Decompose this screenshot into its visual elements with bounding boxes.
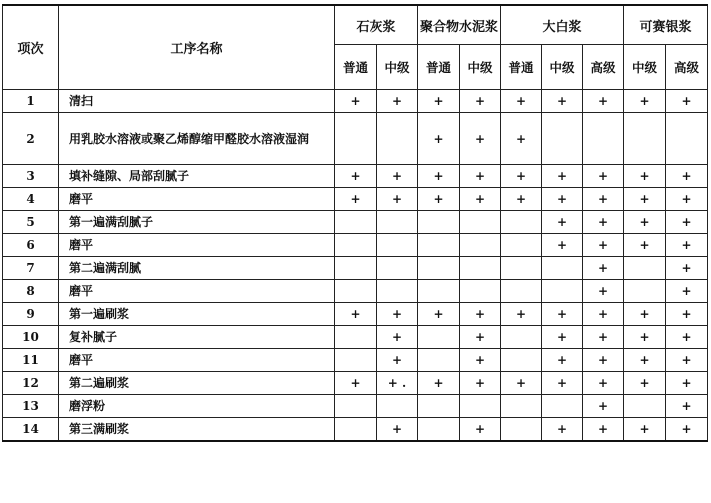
applicability-mark — [460, 257, 501, 280]
table-row — [3, 211, 708, 234]
applicability-mark: + — [418, 90, 460, 113]
applicability-mark — [501, 326, 542, 349]
applicability-mark — [501, 211, 542, 234]
applicability-mark — [501, 234, 542, 257]
applicability-mark: + — [583, 165, 624, 188]
applicability-mark — [501, 418, 542, 442]
applicability-mark: + — [666, 395, 708, 418]
row-number: 7 — [3, 257, 59, 280]
applicability-mark: + — [666, 257, 708, 280]
applicability-mark — [335, 234, 377, 257]
applicability-mark — [460, 234, 501, 257]
applicability-mark — [542, 280, 583, 303]
applicability-mark — [377, 113, 418, 165]
applicability-mark: + — [377, 90, 418, 113]
process-name: 第二遍满刮腻 — [59, 257, 335, 280]
row-number: 8 — [3, 280, 59, 303]
applicability-mark: + — [542, 211, 583, 234]
header-group-polymer-cement: 聚合物水泥浆 — [418, 5, 501, 45]
applicability-mark: + — [501, 303, 542, 326]
applicability-mark: + — [418, 303, 460, 326]
applicability-mark: + — [418, 165, 460, 188]
applicability-mark: + — [335, 90, 377, 113]
table-body — [3, 90, 708, 442]
table-row — [3, 280, 708, 303]
applicability-mark: + — [377, 165, 418, 188]
applicability-mark — [460, 211, 501, 234]
applicability-mark — [624, 113, 666, 165]
header-process-name: 工序名称 — [59, 5, 335, 90]
applicability-mark: + — [460, 303, 501, 326]
applicability-mark: + — [583, 395, 624, 418]
applicability-mark — [418, 234, 460, 257]
applicability-mark: + — [666, 188, 708, 211]
applicability-mark: + — [583, 372, 624, 395]
applicability-mark: + — [666, 303, 708, 326]
applicability-mark: + — [666, 326, 708, 349]
applicability-mark: + — [418, 113, 460, 165]
process-name: 磨平 — [59, 280, 335, 303]
applicability-mark: + — [335, 165, 377, 188]
row-number: 2 — [3, 113, 59, 165]
header-group-whiting: 大白浆 — [501, 5, 624, 45]
process-table — [2, 4, 708, 442]
applicability-mark: + — [542, 418, 583, 442]
applicability-mark: + — [501, 90, 542, 113]
table-row — [3, 395, 708, 418]
process-table-container — [2, 4, 708, 442]
applicability-mark: + — [377, 349, 418, 372]
applicability-mark: + — [542, 165, 583, 188]
applicability-mark: + — [624, 349, 666, 372]
applicability-mark — [418, 280, 460, 303]
applicability-mark: + — [583, 280, 624, 303]
applicability-mark: + — [460, 349, 501, 372]
applicability-mark — [624, 257, 666, 280]
applicability-mark: + — [460, 326, 501, 349]
applicability-mark — [501, 257, 542, 280]
applicability-mark — [542, 257, 583, 280]
subheader-grade: 普通 — [335, 45, 377, 90]
subheader-grade: 中级 — [460, 45, 501, 90]
row-number: 14 — [3, 418, 59, 442]
applicability-mark — [501, 280, 542, 303]
applicability-mark — [335, 326, 377, 349]
applicability-mark: + — [666, 349, 708, 372]
applicability-mark: + — [624, 90, 666, 113]
process-name: 第三满刷浆 — [59, 418, 335, 442]
applicability-mark: + — [542, 349, 583, 372]
applicability-mark: + — [501, 188, 542, 211]
applicability-mark: + — [666, 211, 708, 234]
applicability-mark: + — [583, 234, 624, 257]
applicability-mark — [418, 326, 460, 349]
table-row — [3, 418, 708, 442]
row-number: 4 — [3, 188, 59, 211]
applicability-mark: + — [583, 188, 624, 211]
applicability-mark: + — [583, 257, 624, 280]
applicability-mark: + — [418, 372, 460, 395]
applicability-mark — [377, 234, 418, 257]
applicability-mark — [418, 349, 460, 372]
subheader-grade: 中级 — [377, 45, 418, 90]
applicability-mark — [335, 395, 377, 418]
applicability-mark — [542, 395, 583, 418]
applicability-mark: + — [335, 188, 377, 211]
applicability-mark: + — [583, 90, 624, 113]
applicability-mark — [335, 418, 377, 442]
applicability-mark: + — [542, 188, 583, 211]
applicability-mark: + — [583, 211, 624, 234]
applicability-mark — [418, 395, 460, 418]
applicability-mark: + — [666, 90, 708, 113]
subheader-grade: 高级 — [666, 45, 708, 90]
applicability-mark — [583, 113, 624, 165]
applicability-mark: + — [377, 188, 418, 211]
applicability-mark: + — [666, 418, 708, 442]
subheader-grade: 中级 — [624, 45, 666, 90]
applicability-mark — [335, 349, 377, 372]
applicability-mark: + — [624, 326, 666, 349]
applicability-mark: + — [460, 418, 501, 442]
table-row — [3, 349, 708, 372]
applicability-mark — [335, 280, 377, 303]
applicability-mark: + — [460, 90, 501, 113]
process-name: 用乳胶水溶液或聚乙烯醇缩甲醛胶水溶液湿润 — [59, 113, 335, 165]
applicability-mark — [624, 280, 666, 303]
applicability-mark: + — [624, 188, 666, 211]
applicability-mark — [418, 211, 460, 234]
applicability-mark — [501, 349, 542, 372]
table-row — [3, 234, 708, 257]
header-group-casein: 可赛银浆 — [624, 5, 708, 45]
subheader-grade: 高级 — [583, 45, 624, 90]
applicability-mark: + — [542, 303, 583, 326]
header-group-lime: 石灰浆 — [335, 5, 418, 45]
applicability-mark — [501, 395, 542, 418]
row-number: 5 — [3, 211, 59, 234]
applicability-mark — [460, 395, 501, 418]
applicability-mark: + — [542, 90, 583, 113]
applicability-mark: + — [377, 326, 418, 349]
applicability-mark: + — [624, 372, 666, 395]
applicability-mark: + — [583, 418, 624, 442]
applicability-mark: + — [377, 303, 418, 326]
applicability-mark: + — [583, 303, 624, 326]
table-row — [3, 257, 708, 280]
applicability-mark: + — [624, 165, 666, 188]
applicability-mark — [335, 113, 377, 165]
process-name: 磨浮粉 — [59, 395, 335, 418]
applicability-mark: + — [501, 372, 542, 395]
applicability-mark: + — [377, 418, 418, 442]
process-name: 磨平 — [59, 234, 335, 257]
row-number: 11 — [3, 349, 59, 372]
applicability-mark: + — [460, 165, 501, 188]
applicability-mark: + — [542, 372, 583, 395]
applicability-mark — [377, 257, 418, 280]
applicability-mark — [335, 211, 377, 234]
applicability-mark — [542, 113, 583, 165]
row-number: 10 — [3, 326, 59, 349]
applicability-mark: + — [624, 418, 666, 442]
table-row — [3, 188, 708, 211]
table-row — [3, 372, 708, 395]
applicability-mark — [624, 395, 666, 418]
applicability-mark: + — [666, 372, 708, 395]
process-name: 磨平 — [59, 349, 335, 372]
applicability-mark: + — [418, 188, 460, 211]
process-name: 填补缝隙、局部刮腻子 — [59, 165, 335, 188]
row-number: 1 — [3, 90, 59, 113]
subheader-grade: 普通 — [418, 45, 460, 90]
process-name: 第一遍满刮腻子 — [59, 211, 335, 234]
applicability-mark: + — [460, 372, 501, 395]
applicability-mark: + — [624, 211, 666, 234]
applicability-mark: + — [460, 188, 501, 211]
applicability-mark: + — [666, 234, 708, 257]
applicability-mark: + — [335, 372, 377, 395]
applicability-mark: + — [460, 113, 501, 165]
row-number: 3 — [3, 165, 59, 188]
process-name: 清扫 — [59, 90, 335, 113]
process-name: 第一遍刷浆 — [59, 303, 335, 326]
row-number: 12 — [3, 372, 59, 395]
header-item-no: 项次 — [3, 5, 59, 90]
process-name: 复补腻子 — [59, 326, 335, 349]
applicability-mark: + — [501, 113, 542, 165]
applicability-mark: + — [624, 234, 666, 257]
applicability-mark: + — [542, 234, 583, 257]
row-number: 6 — [3, 234, 59, 257]
applicability-mark — [377, 211, 418, 234]
process-name: 第二遍刷浆 — [59, 372, 335, 395]
applicability-mark: + — [501, 165, 542, 188]
applicability-mark — [418, 418, 460, 442]
applicability-mark — [335, 257, 377, 280]
applicability-mark — [418, 257, 460, 280]
applicability-mark — [377, 280, 418, 303]
subheader-grade: 普通 — [501, 45, 542, 90]
applicability-mark: + — [666, 165, 708, 188]
applicability-mark — [666, 113, 708, 165]
applicability-mark: + . — [377, 372, 418, 395]
applicability-mark: + — [583, 349, 624, 372]
table-row — [3, 113, 708, 165]
table-row — [3, 165, 708, 188]
applicability-mark: + — [335, 303, 377, 326]
applicability-mark — [377, 395, 418, 418]
row-number: 9 — [3, 303, 59, 326]
applicability-mark: + — [583, 326, 624, 349]
table-row — [3, 303, 708, 326]
applicability-mark — [460, 280, 501, 303]
applicability-mark: + — [624, 303, 666, 326]
row-number: 13 — [3, 395, 59, 418]
applicability-mark: + — [542, 326, 583, 349]
table-row — [3, 90, 708, 113]
applicability-mark: + — [666, 280, 708, 303]
subheader-grade: 中级 — [542, 45, 583, 90]
table-row — [3, 326, 708, 349]
process-name: 磨平 — [59, 188, 335, 211]
